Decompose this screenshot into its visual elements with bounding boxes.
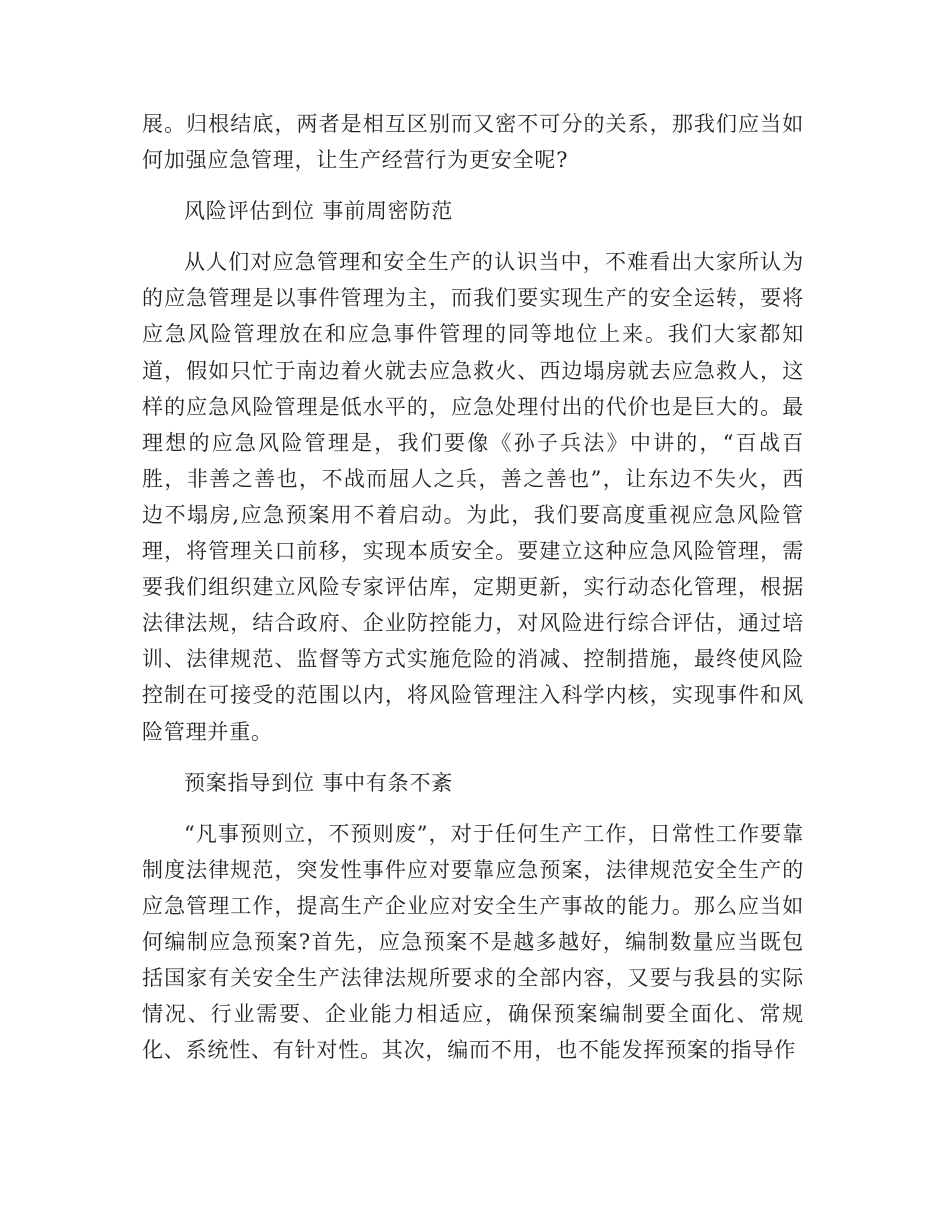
paragraph-emergency-plan: “凡事预则立，不预则废”，对于任何生产工作，日常性工作要靠制度法律规范，突发性事件应对要靠应急预案，法律规范安全生产的应急管理工作，提高生产企业应对安全生产事故的能力。那么应当如何编制应急预案?首先，应急预案不是越多越好，编制数量应当既包括国家有关安全生产法律法规所要求的全部内容，又要与我县的实际情况、行业需要、企业能力相适应，确保预案编制要全面化、常规化、系统性、有针对性。其次，编而不用，也不能发挥预案的指导作: [142, 821, 804, 1063]
paragraph-continuation: 展。归根结底，两者是相互区别而又密不可分的关系，那我们应当如何加强应急管理，让生产经营行为更安全呢?: [142, 112, 804, 173]
section-heading-risk-assessment: 风险评估到位 事前周密防范: [184, 199, 454, 224]
section-heading-plan-guidance: 预案指导到位 事中有条不紊: [184, 770, 454, 795]
paragraph-risk-management: 从人们对应急管理和安全生产的认识当中，不难看出大家所认为的应急管理是以事件管理为主，而我们要实现生产的安全运转，要将应急风险管理放在和应急事件管理的同等地位上来。我们大家都知道，假如只忙于南边着火就去应急救火、西边塌房就去应急救人，这样的应急风险管理是低水平的，应急处理付出的代价也是巨大的。最理想的应急风险管理是，我们要像《孙子兵法》中讲的，“百战百胜，非善之善也，不战而屈人之兵，善之善也”，让东边不失火，西边不塌房,应急预案用不着启动。为此，我们要高度重视应急风险管理，将管理关口前移，实现本质安全。要建立这种应急风险管理，需要我们组织建立风险专家评估库，定期更新，实行动态化管理，根据法律法规，结合政府、企业防控能力，对风险进行综合评估，通过培训、法律规范、监督等方式实施危险的消减、控制措施，最终使风险控制在可接受的范围以内，将风险管理注入科学内核，实现事件和风险管理并重。: [142, 250, 804, 744]
document-body: [142, 106, 804, 1068]
